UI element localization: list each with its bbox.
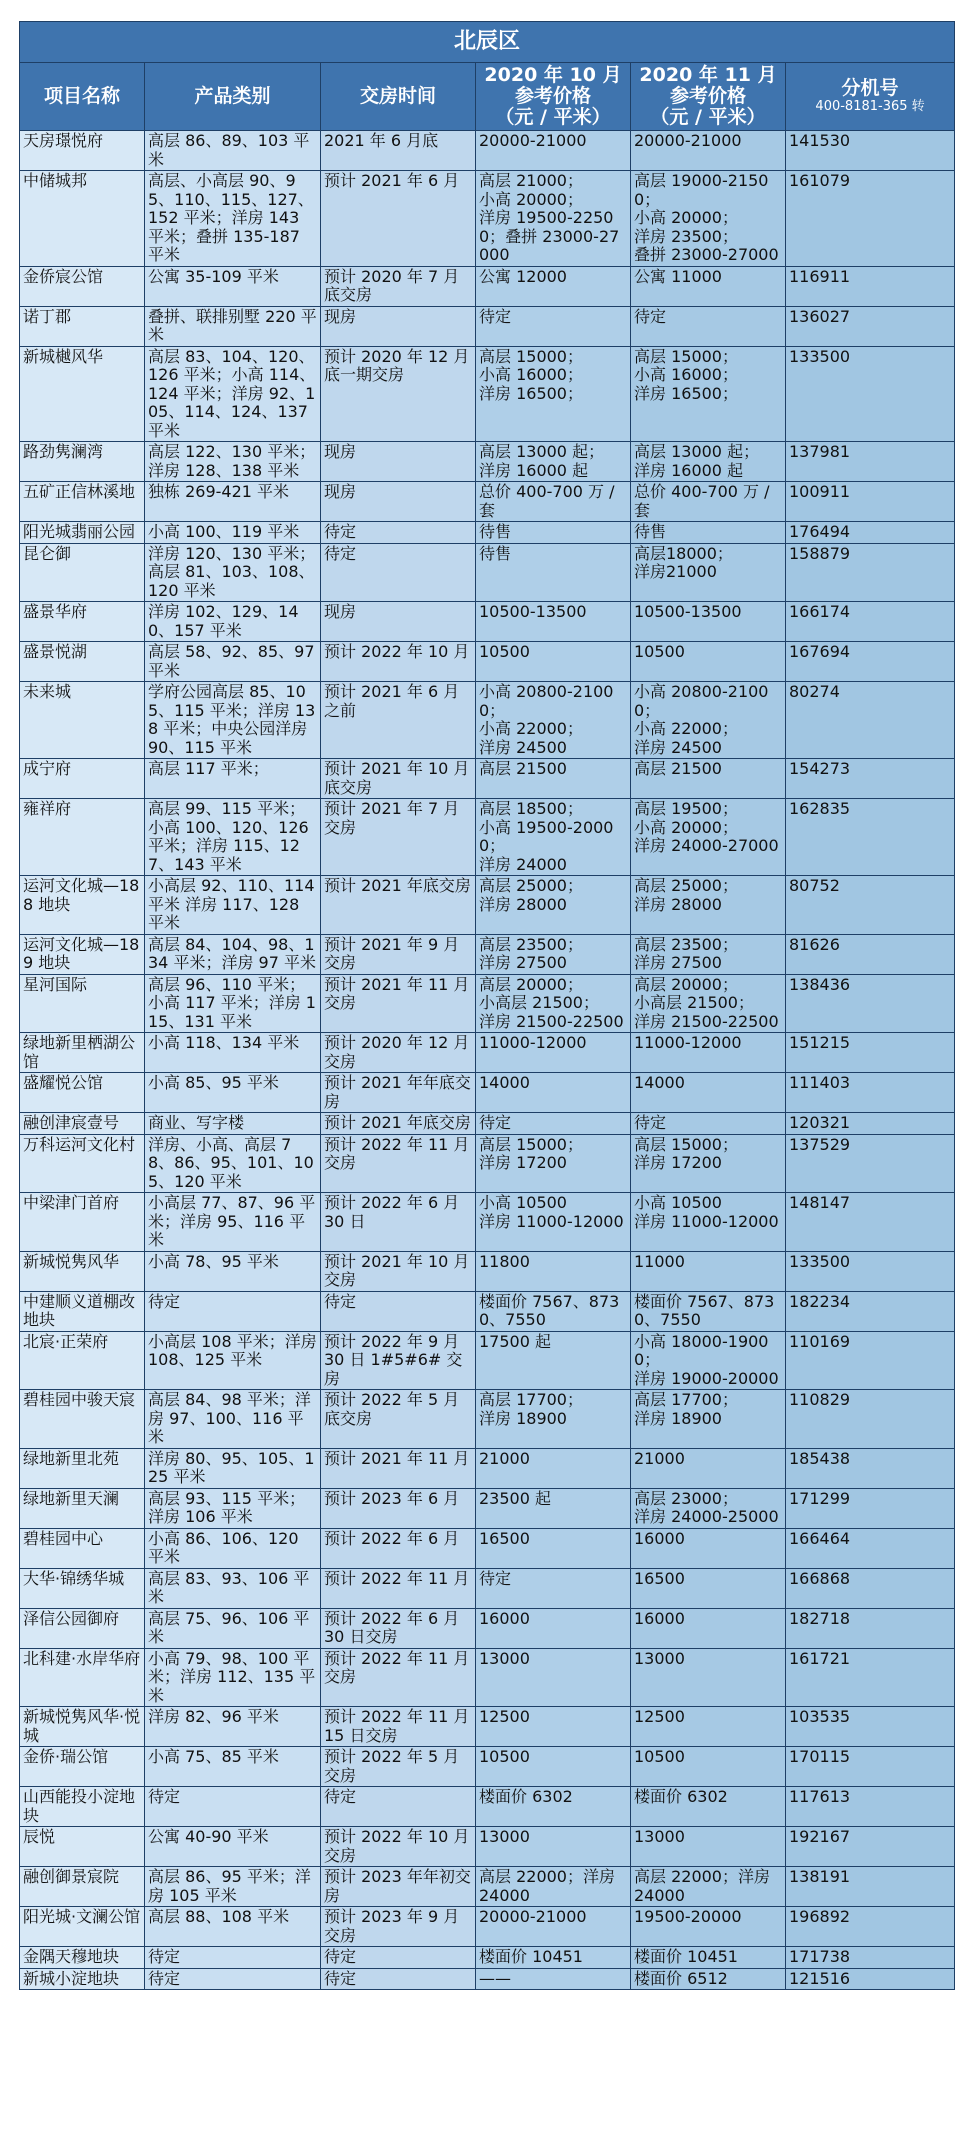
oct-price-cell: 10500-13500 — [476, 602, 631, 642]
delivery-time-cell: 预计 2021 年 11 月交房 — [321, 974, 476, 1033]
nov-price-cell: 10500 — [631, 1747, 786, 1787]
header-extension-hotline: 400-8181-365 转 — [815, 99, 925, 114]
oct-price-cell: 13000 — [476, 1827, 631, 1867]
nov-price-cell: 小高 20800-21000； 小高 22000； 洋房 24500 — [631, 682, 786, 759]
delivery-time-cell: 预计 2022 年 5 月底交房 — [321, 1390, 476, 1449]
delivery-time-cell: 预计 2021 年 10 月交房 — [321, 1251, 476, 1291]
product-type-cell: 洋房 82、96 平米 — [145, 1707, 321, 1747]
product-type-cell: 待定 — [145, 1968, 321, 1990]
nov-price-cell: 高层 17700； 洋房 18900 — [631, 1390, 786, 1449]
extension-cell: 192167 — [786, 1827, 955, 1867]
table-row — [20, 759, 955, 799]
header-product-type: 产品类别 — [145, 63, 321, 131]
nov-price-cell: 高层 22000；洋房 24000 — [631, 1867, 786, 1907]
table-row — [20, 306, 955, 346]
delivery-time-cell: 预计 2022 年 6 月 — [321, 1528, 476, 1568]
delivery-time-cell: 2021 年 6 月底 — [321, 131, 476, 171]
project-name-cell: 盛耀悦公馆 — [20, 1073, 145, 1113]
product-type-cell: 小高 75、85 平米 — [145, 1747, 321, 1787]
delivery-time-cell: 预计 2022 年 11 月交房 — [321, 1648, 476, 1707]
product-type-cell: 高层 75、96、106 平米 — [145, 1608, 321, 1648]
oct-price-cell: 13000 — [476, 1648, 631, 1707]
table-row — [20, 1291, 955, 1331]
table-row — [20, 346, 955, 442]
oct-price-cell: 20000-21000 — [476, 131, 631, 171]
delivery-time-cell: 预计 2023 年年初交房 — [321, 1867, 476, 1907]
table-row — [20, 266, 955, 306]
extension-cell: 151215 — [786, 1033, 955, 1073]
project-name-cell: 星河国际 — [20, 974, 145, 1033]
product-type-cell: 洋房 102、129、140、157 平米 — [145, 602, 321, 642]
extension-cell: 111403 — [786, 1073, 955, 1113]
project-name-cell: 新城悦隽风华·悦城 — [20, 1707, 145, 1747]
table-row — [20, 799, 955, 876]
oct-price-cell: 14000 — [476, 1073, 631, 1113]
extension-cell: 196892 — [786, 1907, 955, 1947]
oct-price-cell: 16500 — [476, 1528, 631, 1568]
oct-price-cell: 高层 20000； 小高层 21500； 洋房 21500-22500 — [476, 974, 631, 1033]
table-row — [20, 1787, 955, 1827]
nov-price-cell: 小高 18000-19000； 洋房 19000-20000 — [631, 1331, 786, 1390]
oct-price-cell: 待售 — [476, 543, 631, 602]
extension-cell: 182234 — [786, 1291, 955, 1331]
project-name-cell: 北宸·正荣府 — [20, 1331, 145, 1390]
table-row — [20, 171, 955, 267]
extension-cell: 121516 — [786, 1968, 955, 1990]
product-type-cell: 小高 100、119 平米 — [145, 522, 321, 544]
project-name-cell: 雍祥府 — [20, 799, 145, 876]
nov-price-cell: 20000-21000 — [631, 131, 786, 171]
nov-price-cell: 小高 10500 洋房 11000-12000 — [631, 1193, 786, 1252]
table-row — [20, 522, 955, 544]
extension-cell: 170115 — [786, 1747, 955, 1787]
delivery-time-cell: 预计 2022 年 9 月 30 日 1#5#6# 交房 — [321, 1331, 476, 1390]
table-row — [20, 131, 955, 171]
oct-price-cell: 总价 400-700 万 / 套 — [476, 482, 631, 522]
table-row — [20, 974, 955, 1033]
nov-price-cell: 高层 23000； 洋房 24000-25000 — [631, 1488, 786, 1528]
header-extension: 分机号 400-8181-365 转 — [786, 63, 955, 131]
oct-price-cell: 楼面价 10451 — [476, 1947, 631, 1969]
extension-cell: 117613 — [786, 1787, 955, 1827]
extension-cell: 161721 — [786, 1648, 955, 1707]
product-type-cell: 高层 84、98 平米；洋房 97、100、116 平米 — [145, 1390, 321, 1449]
product-type-cell: 待定 — [145, 1291, 321, 1331]
header-delivery-time: 交房时间 — [321, 63, 476, 131]
table-row — [20, 1747, 955, 1787]
nov-price-cell: 高层 19500； 小高 20000； 洋房 24000-27000 — [631, 799, 786, 876]
extension-cell: 116911 — [786, 266, 955, 306]
product-type-cell: 公寓 35-109 平米 — [145, 266, 321, 306]
nov-price-cell: 高层 20000； 小高层 21500； 洋房 21500-22500 — [631, 974, 786, 1033]
oct-price-cell: 高层 25000； 洋房 28000 — [476, 876, 631, 935]
extension-cell: 133500 — [786, 1251, 955, 1291]
extension-cell: 166464 — [786, 1528, 955, 1568]
extension-cell: 166174 — [786, 602, 955, 642]
oct-price-cell: 23500 起 — [476, 1488, 631, 1528]
product-type-cell: 待定 — [145, 1787, 321, 1827]
oct-price-cell: 待定 — [476, 1113, 631, 1135]
product-type-cell: 高层 117 平米； — [145, 759, 321, 799]
product-type-cell: 高层 96、110 平米；小高 117 平米；洋房 115、131 平米 — [145, 974, 321, 1033]
project-name-cell: 五矿正信林溪地 — [20, 482, 145, 522]
nov-price-cell: 11000 — [631, 1251, 786, 1291]
oct-price-cell: 21000 — [476, 1448, 631, 1488]
project-name-cell: 融创御景宸院 — [20, 1867, 145, 1907]
table-row — [20, 543, 955, 602]
table-row — [20, 1947, 955, 1969]
delivery-time-cell: 预计 2023 年 9 月交房 — [321, 1907, 476, 1947]
extension-cell: 182718 — [786, 1608, 955, 1648]
delivery-time-cell: 预计 2022 年 6 月 30 日交房 — [321, 1608, 476, 1648]
nov-price-cell: 楼面价 6302 — [631, 1787, 786, 1827]
product-type-cell: 小高 78、95 平米 — [145, 1251, 321, 1291]
product-type-cell: 待定 — [145, 1947, 321, 1969]
nov-price-cell: 待定 — [631, 1113, 786, 1135]
delivery-time-cell: 现房 — [321, 602, 476, 642]
project-name-cell: 新城小淀地块 — [20, 1968, 145, 1990]
project-name-cell: 辰悦 — [20, 1827, 145, 1867]
oct-price-cell: 待定 — [476, 1568, 631, 1608]
product-type-cell: 高层 84、104、98、134 平米；洋房 97 平米 — [145, 934, 321, 974]
table-row — [20, 1907, 955, 1947]
oct-price-cell: 高层 21000； 小高 20000； 洋房 19500-22500；叠拼 23000-27000 — [476, 171, 631, 267]
project-name-cell: 中建顺义道棚改地块 — [20, 1291, 145, 1331]
project-name-cell: 盛景华府 — [20, 602, 145, 642]
extension-cell: 81626 — [786, 934, 955, 974]
delivery-time-cell: 现房 — [321, 442, 476, 482]
oct-price-cell: 高层 21500 — [476, 759, 631, 799]
product-type-cell: 小高 86、106、120 平米 — [145, 1528, 321, 1568]
table-row — [20, 1033, 955, 1073]
extension-cell: 166868 — [786, 1568, 955, 1608]
header-nov-price: 2020 年 11 月 参考价格 （元 / 平米） — [631, 63, 786, 131]
nov-price-cell: 高层 25000； 洋房 28000 — [631, 876, 786, 935]
nov-price-cell: 总价 400-700 万 / 套 — [631, 482, 786, 522]
nov-price-cell: 高层 15000； 小高 16000； 洋房 16500； — [631, 346, 786, 442]
nov-price-cell: 高层18000； 洋房21000 — [631, 543, 786, 602]
delivery-time-cell: 待定 — [321, 1787, 476, 1827]
product-type-cell: 高层 86、95 平米；洋房 105 平米 — [145, 1867, 321, 1907]
table-row — [20, 1251, 955, 1291]
nov-price-cell: 待售 — [631, 522, 786, 544]
extension-cell: 158879 — [786, 543, 955, 602]
extension-cell: 133500 — [786, 346, 955, 442]
product-type-cell: 高层 83、104、120、126 平米；小高 114、124 平米；洋房 92、105、114、124、137 平米 — [145, 346, 321, 442]
project-name-cell: 运河文化城—189 地块 — [20, 934, 145, 974]
project-name-cell: 中储城邦 — [20, 171, 145, 267]
delivery-time-cell: 预计 2020 年 12 月交房 — [321, 1033, 476, 1073]
delivery-time-cell: 预计 2021 年年底交房 — [321, 1073, 476, 1113]
project-name-cell: 中梁津门首府 — [20, 1193, 145, 1252]
product-type-cell: 小高 85、95 平米 — [145, 1073, 321, 1113]
oct-price-cell: 公寓 12000 — [476, 266, 631, 306]
oct-price-cell: 楼面价 7567、8730、7550 — [476, 1291, 631, 1331]
product-type-cell: 高层 99、115 平米；小高 100、120、126 平米；洋房 115、127、143 平米 — [145, 799, 321, 876]
table-row — [20, 934, 955, 974]
project-name-cell: 北科建·水岸华府 — [20, 1648, 145, 1707]
delivery-time-cell: 预计 2020 年 7 月底交房 — [321, 266, 476, 306]
project-name-cell: 融创津宸壹号 — [20, 1113, 145, 1135]
extension-cell: 100911 — [786, 482, 955, 522]
table-row — [20, 1528, 955, 1568]
table-row — [20, 1113, 955, 1135]
nov-price-cell: 12500 — [631, 1707, 786, 1747]
table-row — [20, 1968, 955, 1990]
extension-cell: 176494 — [786, 522, 955, 544]
delivery-time-cell: 预计 2021 年 10 月底交房 — [321, 759, 476, 799]
table-row — [20, 442, 955, 482]
product-type-cell: 小高层 92、110、114 平米 洋房 117、128 平米 — [145, 876, 321, 935]
nov-price-cell: 16500 — [631, 1568, 786, 1608]
product-type-cell: 商业、写字楼 — [145, 1113, 321, 1135]
delivery-time-cell: 预计 2022 年 6 月 30 日 — [321, 1193, 476, 1252]
product-type-cell: 小高层 108 平米；洋房 108、125 平米 — [145, 1331, 321, 1390]
oct-price-cell: 小高 10500 洋房 11000-12000 — [476, 1193, 631, 1252]
nov-price-cell: 16000 — [631, 1608, 786, 1648]
extension-cell: 120321 — [786, 1113, 955, 1135]
oct-price-cell: —— — [476, 1968, 631, 1990]
nov-price-cell: 楼面价 10451 — [631, 1947, 786, 1969]
project-name-cell: 诺丁郡 — [20, 306, 145, 346]
delivery-time-cell: 预计 2021 年 11 月 — [321, 1448, 476, 1488]
project-name-cell: 运河文化城—188 地块 — [20, 876, 145, 935]
oct-price-cell: 待售 — [476, 522, 631, 544]
nov-price-cell: 公寓 11000 — [631, 266, 786, 306]
project-name-cell: 新城樾风华 — [20, 346, 145, 442]
nov-price-cell: 19500-20000 — [631, 1907, 786, 1947]
product-type-cell: 洋房、小高、高层 78、86、95、101、105、120 平米 — [145, 1134, 321, 1193]
project-name-cell: 新城悦隽风华 — [20, 1251, 145, 1291]
oct-price-cell: 12500 — [476, 1707, 631, 1747]
extension-cell: 154273 — [786, 759, 955, 799]
extension-cell: 167694 — [786, 642, 955, 682]
table-row — [20, 482, 955, 522]
delivery-time-cell: 待定 — [321, 1947, 476, 1969]
nov-price-cell: 21000 — [631, 1448, 786, 1488]
table-body — [20, 131, 955, 1990]
oct-price-cell: 高层 22000；洋房 24000 — [476, 1867, 631, 1907]
delivery-time-cell: 预计 2021 年底交房 — [321, 1113, 476, 1135]
extension-cell: 138436 — [786, 974, 955, 1033]
delivery-time-cell: 预计 2020 年 12 月底一期交房 — [321, 346, 476, 442]
table-row — [20, 1193, 955, 1252]
product-type-cell: 洋房 80、95、105、125 平米 — [145, 1448, 321, 1488]
table-row — [20, 682, 955, 759]
oct-price-cell: 高层 17700； 洋房 18900 — [476, 1390, 631, 1449]
project-name-cell: 万科运河文化村 — [20, 1134, 145, 1193]
oct-price-cell: 10500 — [476, 642, 631, 682]
delivery-time-cell: 预计 2022 年 11 月 15 日交房 — [321, 1707, 476, 1747]
oct-price-cell: 20000-21000 — [476, 1907, 631, 1947]
delivery-time-cell: 待定 — [321, 1968, 476, 1990]
table-title-row — [20, 22, 955, 63]
project-name-cell: 山西能投小淀地块 — [20, 1787, 145, 1827]
delivery-time-cell: 预计 2022 年 11 月 — [321, 1568, 476, 1608]
product-type-cell: 小高层 77、87、96 平米；洋房 95、116 平米 — [145, 1193, 321, 1252]
delivery-time-cell: 待定 — [321, 543, 476, 602]
table-row — [20, 1608, 955, 1648]
delivery-time-cell: 预计 2022 年 10 月 — [321, 642, 476, 682]
project-name-cell: 路劲隽澜湾 — [20, 442, 145, 482]
extension-cell: 171299 — [786, 1488, 955, 1528]
nov-price-cell: 10500-13500 — [631, 602, 786, 642]
district-title: 北辰区 — [20, 22, 955, 63]
extension-cell: 162835 — [786, 799, 955, 876]
project-name-cell: 天房璟悦府 — [20, 131, 145, 171]
project-name-cell: 阳光城翡丽公园 — [20, 522, 145, 544]
product-type-cell: 高层 93、115 平米；洋房 106 平米 — [145, 1488, 321, 1528]
product-type-cell: 学府公园高层 85、105、115 平米；洋房 138 平米；中央公园洋房 90、115 平米 — [145, 682, 321, 759]
table-row — [20, 1568, 955, 1608]
nov-price-cell: 楼面价 7567、8730、7550 — [631, 1291, 786, 1331]
project-name-cell: 成宁府 — [20, 759, 145, 799]
nov-price-cell: 13000 — [631, 1648, 786, 1707]
nov-price-cell: 高层 15000； 洋房 17200 — [631, 1134, 786, 1193]
oct-price-cell: 高层 18500； 小高 19500-20000； 洋房 24000 — [476, 799, 631, 876]
product-type-cell: 公寓 40-90 平米 — [145, 1827, 321, 1867]
project-name-cell: 昆仑御 — [20, 543, 145, 602]
delivery-time-cell: 现房 — [321, 482, 476, 522]
nov-price-cell: 待定 — [631, 306, 786, 346]
product-type-cell: 高层 83、93、106 平米 — [145, 1568, 321, 1608]
table-row — [20, 1331, 955, 1390]
project-name-cell: 金隅天穆地块 — [20, 1947, 145, 1969]
table-row — [20, 1073, 955, 1113]
delivery-time-cell: 预计 2021 年 7 月交房 — [321, 799, 476, 876]
extension-cell: 137529 — [786, 1134, 955, 1193]
delivery-time-cell: 预计 2021 年 6 月之前 — [321, 682, 476, 759]
oct-price-cell: 高层 15000； 洋房 17200 — [476, 1134, 631, 1193]
project-name-cell: 盛景悦湖 — [20, 642, 145, 682]
oct-price-cell: 11000-12000 — [476, 1033, 631, 1073]
product-type-cell: 高层 58、92、85、97 平米 — [145, 642, 321, 682]
project-name-cell: 绿地新里北苑 — [20, 1448, 145, 1488]
nov-price-cell: 16000 — [631, 1528, 786, 1568]
delivery-time-cell: 预计 2021 年底交房 — [321, 876, 476, 935]
table-row — [20, 602, 955, 642]
oct-price-cell: 17500 起 — [476, 1331, 631, 1390]
nov-price-cell: 13000 — [631, 1827, 786, 1867]
price-table — [19, 21, 955, 1990]
nov-price-cell: 高层 13000 起； 洋房 16000 起 — [631, 442, 786, 482]
price-table-container — [19, 21, 954, 1990]
product-type-cell: 独栋 269-421 平米 — [145, 482, 321, 522]
oct-price-cell: 16000 — [476, 1608, 631, 1648]
product-type-cell: 高层、小高层 90、95、110、115、127、152 平米；洋房 143 平米；叠拼 135-187 平米 — [145, 171, 321, 267]
extension-cell: 185438 — [786, 1448, 955, 1488]
table-header-row — [20, 63, 955, 131]
extension-cell: 80752 — [786, 876, 955, 935]
extension-cell: 138191 — [786, 1867, 955, 1907]
delivery-time-cell: 预计 2022 年 10 月交房 — [321, 1827, 476, 1867]
oct-price-cell: 高层 13000 起； 洋房 16000 起 — [476, 442, 631, 482]
header-oct-price: 2020 年 10 月 参考价格 （元 / 平米） — [476, 63, 631, 131]
project-name-cell: 金侨宸公馆 — [20, 266, 145, 306]
project-name-cell: 大华·锦绣华城 — [20, 1568, 145, 1608]
oct-price-cell: 楼面价 6302 — [476, 1787, 631, 1827]
table-row — [20, 1707, 955, 1747]
table-row — [20, 1448, 955, 1488]
table-row — [20, 1827, 955, 1867]
delivery-time-cell: 预计 2022 年 5 月交房 — [321, 1747, 476, 1787]
nov-price-cell: 高层 21500 — [631, 759, 786, 799]
table-row — [20, 876, 955, 935]
product-type-cell: 高层 86、89、103 平米 — [145, 131, 321, 171]
table-row — [20, 1488, 955, 1528]
header-project-name: 项目名称 — [20, 63, 145, 131]
extension-cell: 80274 — [786, 682, 955, 759]
product-type-cell: 高层 122、130 平米；洋房 128、138 平米 — [145, 442, 321, 482]
project-name-cell: 阳光城·文澜公馆 — [20, 1907, 145, 1947]
nov-price-cell: 高层 23500； 洋房 27500 — [631, 934, 786, 974]
project-name-cell: 绿地新里天澜 — [20, 1488, 145, 1528]
nov-price-cell: 高层 19000-21500； 小高 20000； 洋房 23500； 叠拼 23000-27000 — [631, 171, 786, 267]
oct-price-cell: 高层 23500； 洋房 27500 — [476, 934, 631, 974]
delivery-time-cell: 预计 2023 年 6 月 — [321, 1488, 476, 1528]
extension-cell: 137981 — [786, 442, 955, 482]
product-type-cell: 小高 118、134 平米 — [145, 1033, 321, 1073]
nov-price-cell: 楼面价 6512 — [631, 1968, 786, 1990]
table-row — [20, 642, 955, 682]
delivery-time-cell: 现房 — [321, 306, 476, 346]
extension-cell: 103535 — [786, 1707, 955, 1747]
project-name-cell: 碧桂园中心 — [20, 1528, 145, 1568]
oct-price-cell: 小高 20800-21000； 小高 22000； 洋房 24500 — [476, 682, 631, 759]
extension-cell: 148147 — [786, 1193, 955, 1252]
project-name-cell: 碧桂园中骏天宸 — [20, 1390, 145, 1449]
delivery-time-cell: 待定 — [321, 522, 476, 544]
extension-cell: 110169 — [786, 1331, 955, 1390]
table-row — [20, 1390, 955, 1449]
nov-price-cell: 14000 — [631, 1073, 786, 1113]
extension-cell: 136027 — [786, 306, 955, 346]
product-type-cell: 叠拼、联排别墅 220 平米 — [145, 306, 321, 346]
delivery-time-cell: 预计 2021 年 6 月 — [321, 171, 476, 267]
oct-price-cell: 10500 — [476, 1747, 631, 1787]
oct-price-cell: 待定 — [476, 306, 631, 346]
extension-cell: 161079 — [786, 171, 955, 267]
oct-price-cell: 高层 15000； 小高 16000； 洋房 16500； — [476, 346, 631, 442]
delivery-time-cell: 待定 — [321, 1291, 476, 1331]
project-name-cell: 金侨·瑞公馆 — [20, 1747, 145, 1787]
table-row — [20, 1867, 955, 1907]
extension-cell: 110829 — [786, 1390, 955, 1449]
oct-price-cell: 11800 — [476, 1251, 631, 1291]
table-row — [20, 1648, 955, 1707]
nov-price-cell: 11000-12000 — [631, 1033, 786, 1073]
table-row — [20, 1134, 955, 1193]
project-name-cell: 未来城 — [20, 682, 145, 759]
project-name-cell: 泽信公园御府 — [20, 1608, 145, 1648]
product-type-cell: 高层 88、108 平米 — [145, 1907, 321, 1947]
product-type-cell: 洋房 120、130 平米；高层 81、103、108、120 平米 — [145, 543, 321, 602]
project-name-cell: 绿地新里栖湖公馆 — [20, 1033, 145, 1073]
nov-price-cell: 10500 — [631, 642, 786, 682]
delivery-time-cell: 预计 2021 年 9 月交房 — [321, 934, 476, 974]
extension-cell: 171738 — [786, 1947, 955, 1969]
product-type-cell: 小高 79、98、100 平米；洋房 112、135 平米 — [145, 1648, 321, 1707]
extension-cell: 141530 — [786, 131, 955, 171]
delivery-time-cell: 预计 2022 年 11 月交房 — [321, 1134, 476, 1193]
